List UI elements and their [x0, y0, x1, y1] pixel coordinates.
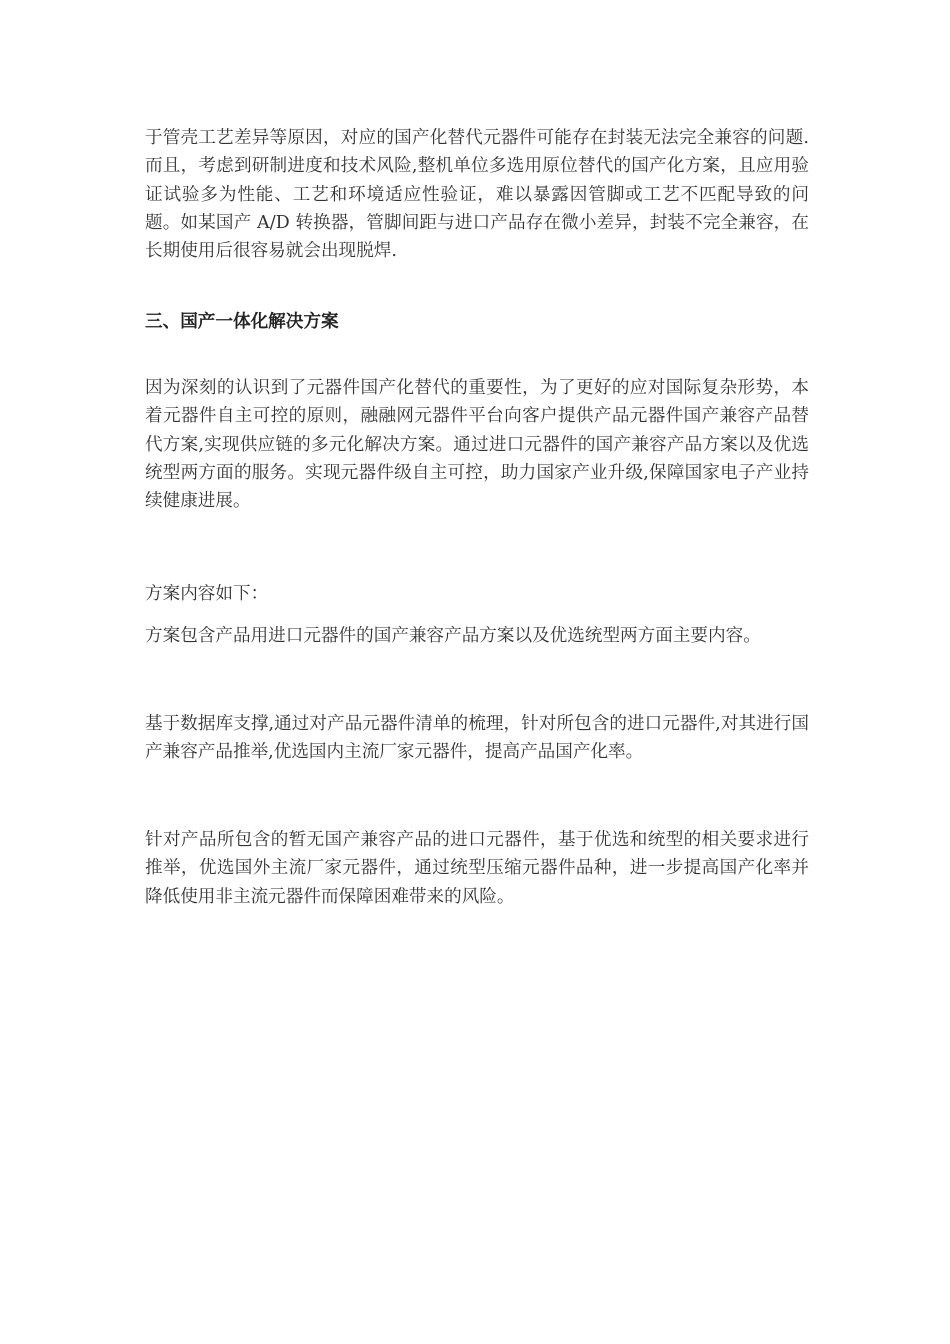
paragraph-solution-intro: 因为深刻的认识到了元器件国产化替代的重要性，为了更好的应对国际复杂形势，本着元器件自主可控的原则，融融网元器件平台向客户提供产品元器件国产兼容产品替代方案,实现供应链的多元化解决方案。通过进口元器件的国产兼容产品方案以及优选统型两方面的服务。实现元器件级自主可控，助力国家产业升级,保障国家电子产业持续健康进展。 [145, 378, 809, 512]
paragraph-plan-content-label: 方案内容如下： [145, 584, 269, 604]
paragraph-domestic-compatible: 基于数据库支撑,通过对产品元器件清单的梳理，针对所包含的进口元器件,对其进行国产兼容产品推举,优选国内主流厂家元器件，提高产品国产化率。 [145, 714, 809, 763]
paragraph-packaging-compatibility: 于管壳工艺差异等原因，对应的国产化替代元器件可能存在封装无法完全兼容的问题.而且，考虑到研制进度和技术风险,整机单位多选用原位替代的国产化方案，且应用验证试验多为性能、工艺和环境适应性验证，难以暴露因管脚或工艺不匹配导致的问题。如某国产 A/D 转换器，管脚间距与进口产品存在微小差异，封装不完全兼容，在长期使用后很容易就会出现脱焊. [145, 128, 809, 262]
paragraph-preferred-selection: 针对产品所包含的暂无国产兼容产品的进口元器件，基于优选和统型的相关要求进行推举，优选国外主流厂家元器件，通过统型压缩元器件品种，进一步提高国产化率并降低使用非主流元器件而保障困难带来的风险。 [145, 830, 809, 907]
paragraph-plan-summary: 方案包含产品用进口元器件的国产兼容产品方案以及优选统型两方面主要内容。 [145, 626, 761, 646]
section-heading: 三、国产一体化解决方案 [145, 311, 339, 332]
